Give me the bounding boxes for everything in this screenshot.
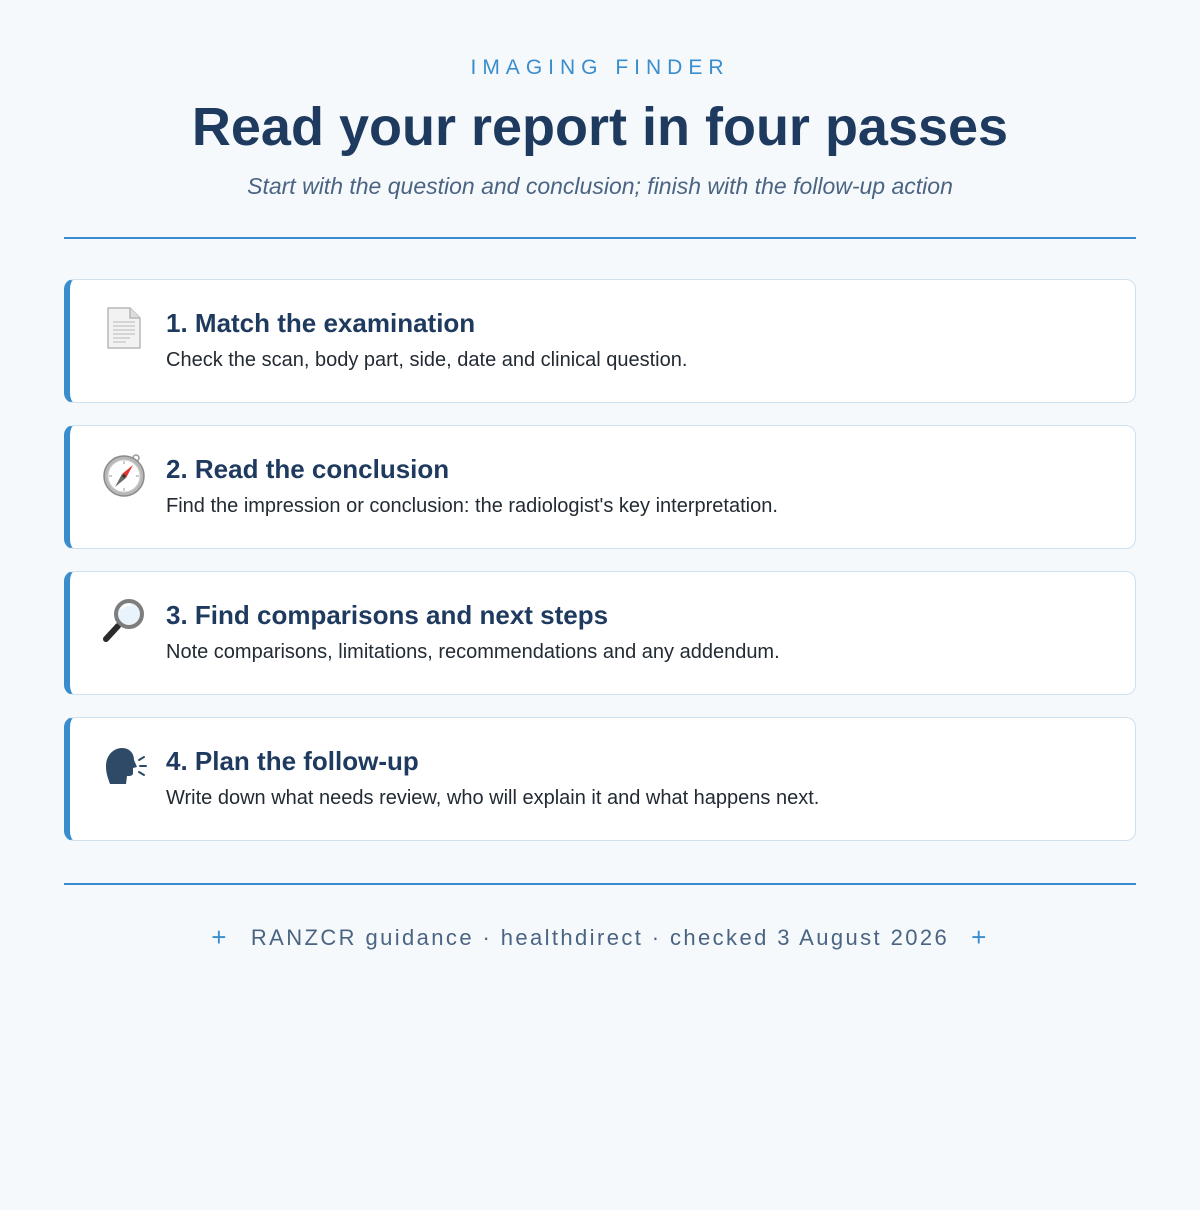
page-subtitle: Start with the question and conclusion; finish with the follow-up action	[247, 173, 953, 199]
step-card-2	[64, 425, 1136, 549]
page-title: Read your report in four passes	[191, 97, 1009, 157]
step-card-4	[64, 717, 1136, 841]
magnifying-glass-icon	[100, 596, 148, 644]
speaking-head-icon	[100, 742, 148, 790]
plus-ornament-left: +	[211, 922, 229, 952]
eyebrow-label: IMAGING FINDER	[470, 56, 730, 79]
step-title: 3. Find comparisons and next steps	[166, 600, 609, 630]
step-description: Find the impression or conclusion: the radiologist's key interpretation.	[166, 495, 778, 517]
top-divider	[64, 237, 1136, 239]
steps-list	[64, 279, 1136, 863]
step-title: 4. Plan the follow-up	[166, 746, 419, 776]
step-title: 2. Read the conclusion	[166, 454, 450, 484]
bottom-divider	[64, 883, 1136, 885]
footer-sources: RANZCR guidance · healthdirect · checked 3 August 2026	[250, 925, 950, 950]
compass-icon	[100, 450, 148, 498]
footer	[0, 922, 1200, 953]
step-card-3	[64, 571, 1136, 695]
document-icon	[100, 304, 148, 352]
step-description: Write down what needs review, who will explain it and what happens next.	[166, 787, 820, 809]
step-description: Note comparisons, limitations, recommendations and any addendum.	[166, 641, 780, 663]
step-description: Check the scan, body part, side, date and clinical question.	[166, 349, 688, 371]
step-title: 1. Match the examination	[166, 308, 476, 338]
plus-ornament-right: +	[971, 922, 989, 952]
step-card-1	[64, 279, 1136, 403]
